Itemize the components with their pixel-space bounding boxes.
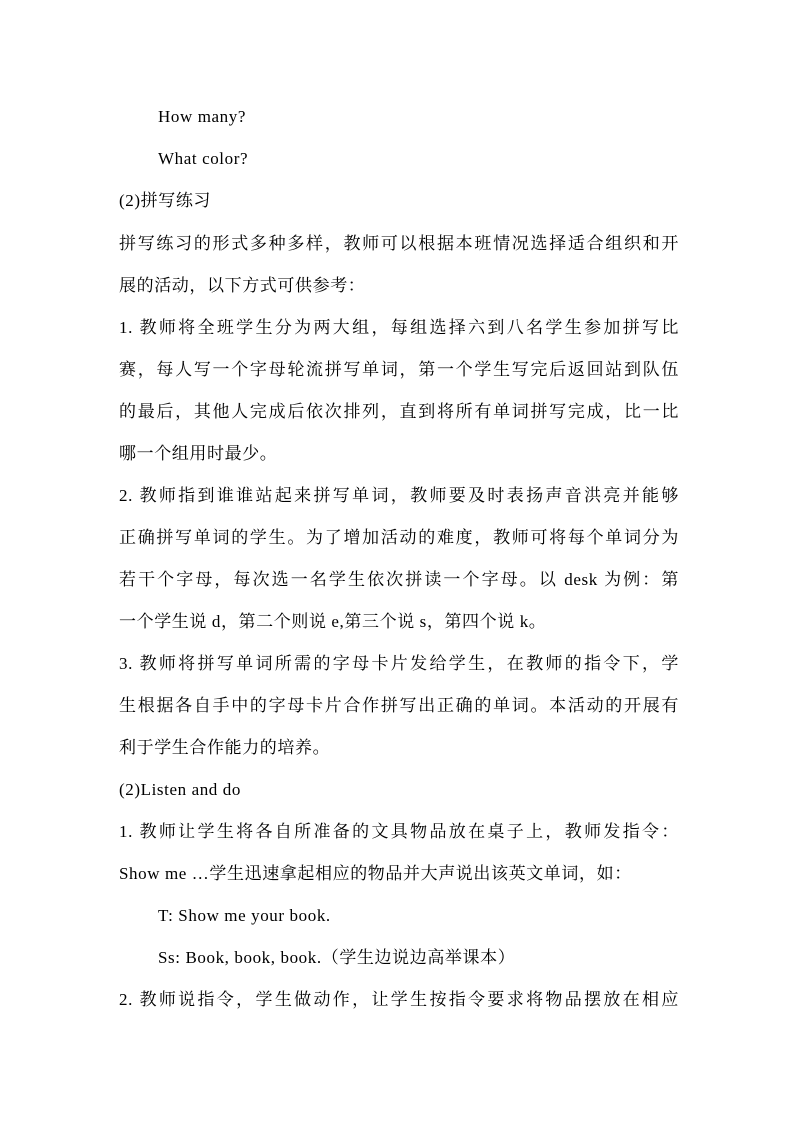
section-heading-spelling-practice: (2)拼写练习 (119, 191, 212, 210)
list-item-line: 正确拼写单词的学生。为了增加活动的难度，教师可将每个单词分为 (119, 528, 679, 547)
list-item-line: 一个学生说 d，第二个则说 e,第三个说 s，第四个说 k。 (119, 612, 547, 631)
list-item-line: 2. 教师指到谁谁站起来拼写单词，教师要及时表扬声音洪亮并能够 (119, 486, 679, 505)
list-item-line: 赛，每人写一个字母轮流拼写单词，第一个学生写完后返回站到队伍 (119, 360, 679, 379)
list-item-line: 哪一个组用时最少。 (119, 444, 278, 463)
section-heading-listen-and-do: (2)Listen and do (119, 780, 241, 799)
list-item-line: 利于学生合作能力的培养。 (119, 738, 331, 757)
list-item-line: 1. 教师让学生将各自所准备的文具物品放在桌子上，教师发指令： (119, 822, 679, 841)
list-item-line: Show me …学生迅速拿起相应的物品并大声说出该英文单词，如： (119, 864, 632, 883)
list-item-line: 3. 教师将拼写单词所需的字母卡片发给学生，在教师的指令下，学 (119, 654, 679, 673)
dialogue-line-students: Ss: Book, book, book.（学生边说边高举课本） (158, 948, 516, 967)
list-item-line: 生根据各自手中的字母卡片合作拼写出正确的单词。本活动的开展有 (119, 696, 679, 715)
list-item-line: 若干个字母，每次选一名学生依次拼读一个字母。以 desk 为例：第 (119, 570, 679, 589)
paragraph-line: 展的活动，以下方式可供参考： (119, 276, 366, 295)
paragraph-line: 拼写练习的形式多种多样，教师可以根据本班情况选择适合组织和开 (119, 234, 679, 253)
list-item-line: 2. 教师说指令，学生做动作，让学生按指令要求将物品摆放在相应 (119, 990, 679, 1009)
list-item-line: 的最后，其他人完成后依次排列，直到将所有单词拼写完成，比一比 (119, 402, 679, 421)
dialogue-line-teacher: T: Show me your book. (158, 906, 331, 925)
dialogue-line-how-many: How many? (158, 107, 247, 126)
dialogue-line-what-color: What color? (158, 149, 249, 168)
list-item-line: 1. 教师将全班学生分为两大组，每组选择六到八名学生参加拼写比 (119, 318, 679, 337)
